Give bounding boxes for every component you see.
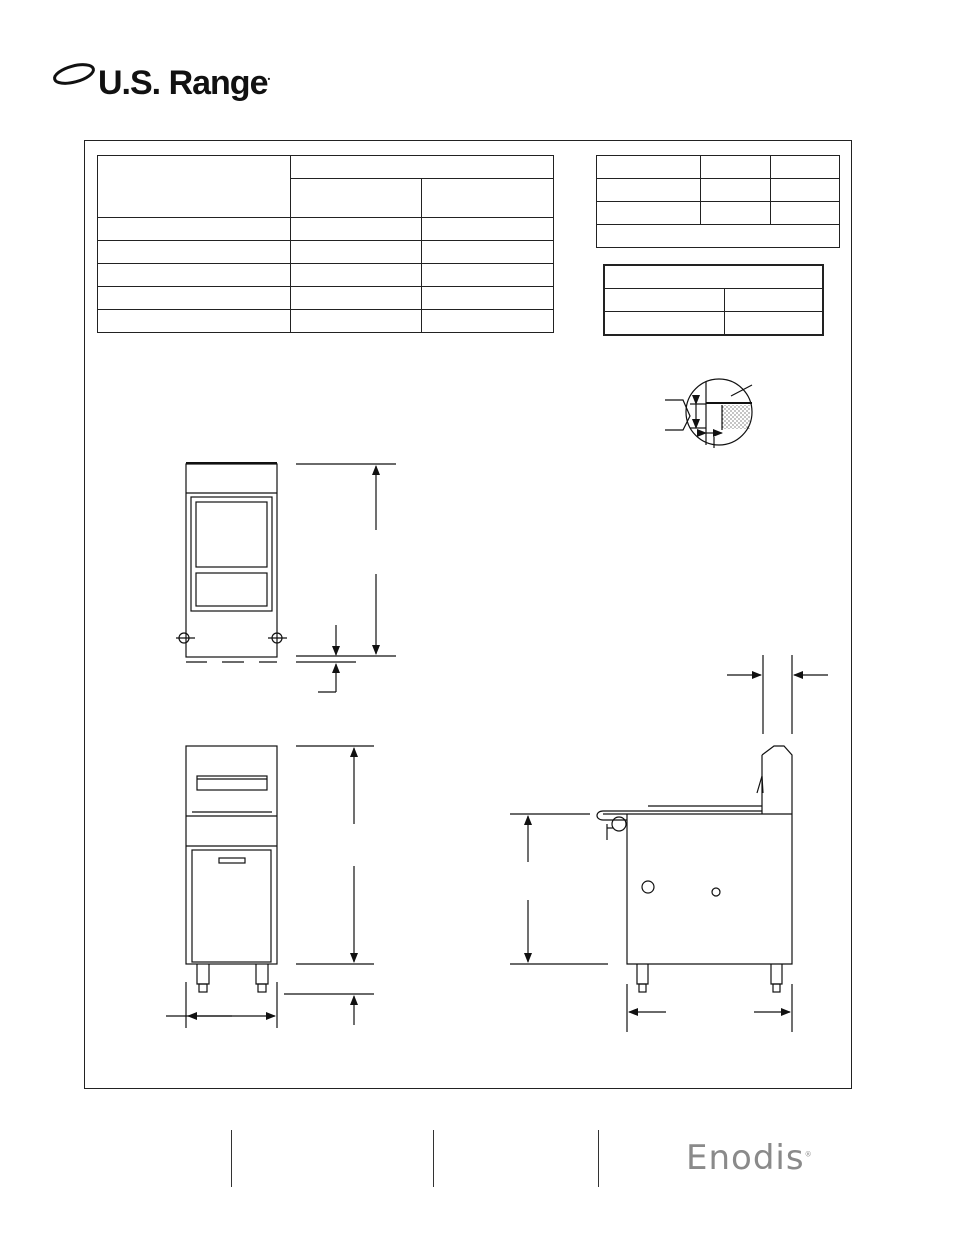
front-view-drawing: [166, 746, 374, 1028]
side-view-drawing: [510, 655, 828, 1032]
footer-trademark: ®: [804, 1150, 813, 1159]
footer-divider: [231, 1130, 232, 1187]
detail-callout: [665, 379, 752, 448]
brand-trademark: •: [267, 74, 270, 84]
footer-divider: [433, 1130, 434, 1187]
footer-logo: Enodis®: [686, 1138, 813, 1178]
top-view-drawing: [176, 463, 396, 692]
footer-divider: [598, 1130, 599, 1187]
brand-name: U.S. Range•: [98, 64, 270, 102]
